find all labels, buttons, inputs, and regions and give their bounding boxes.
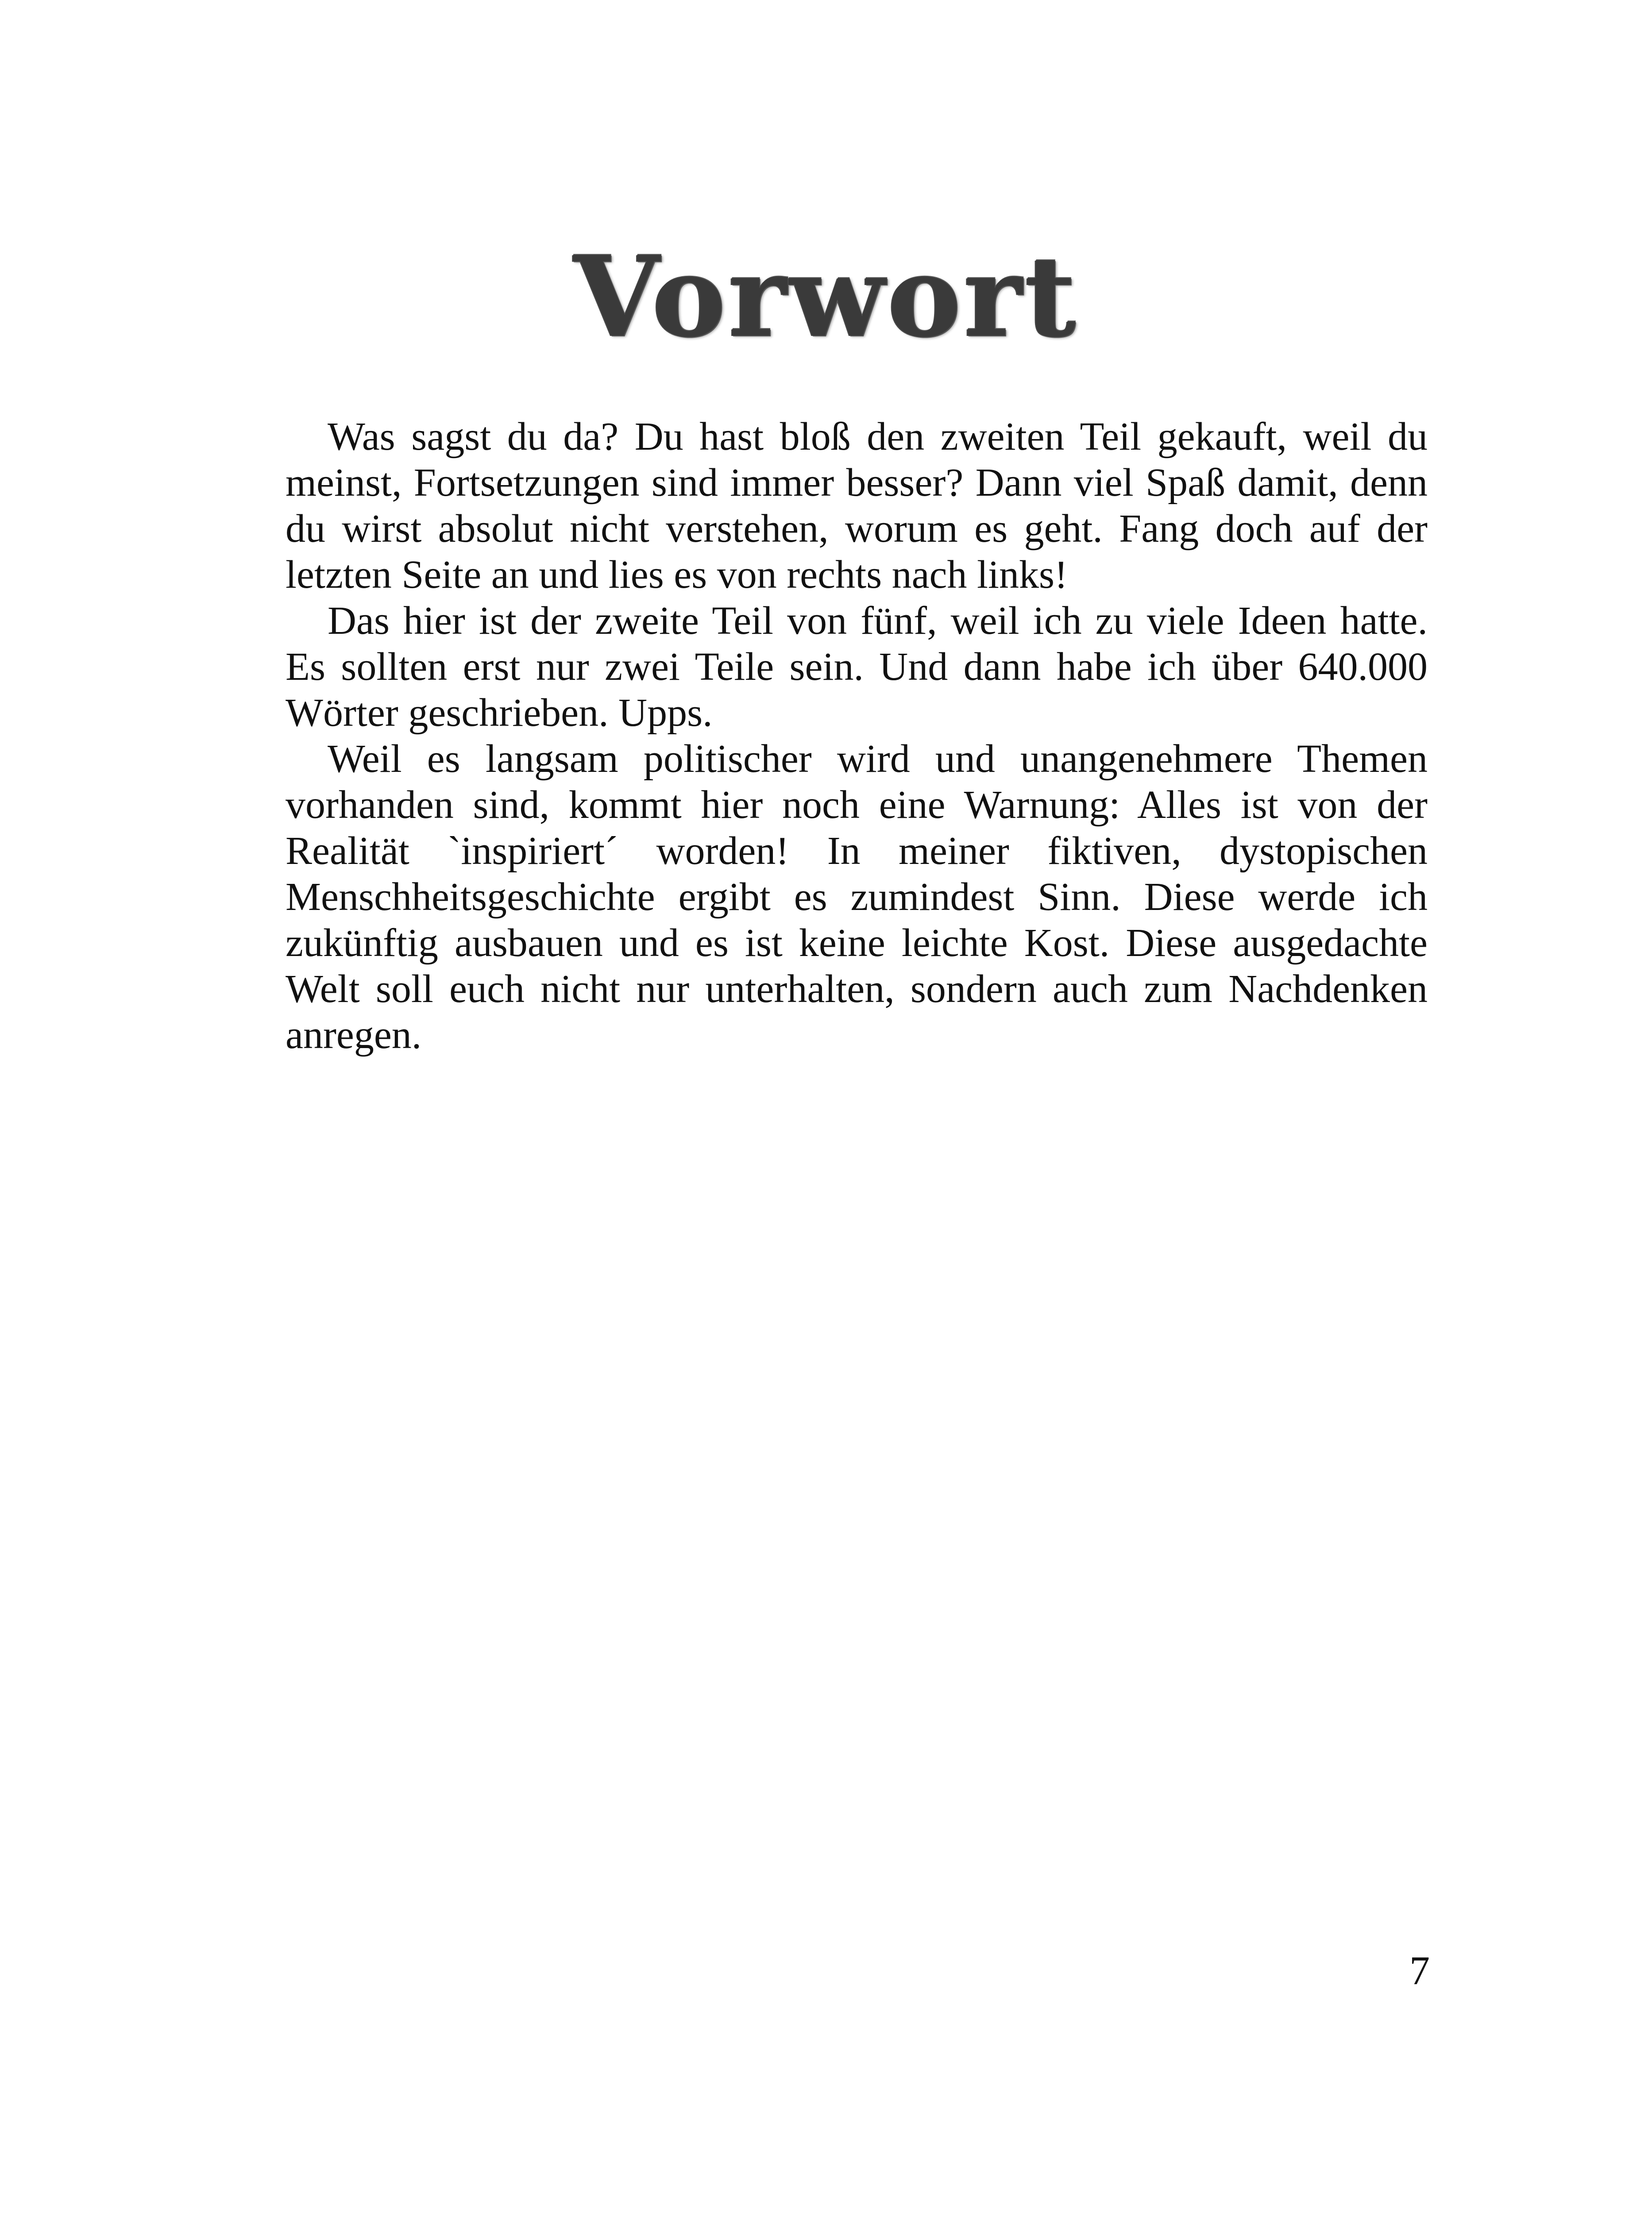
chapter-title: Vorwort — [573, 231, 1079, 362]
paragraph: Was sagst du da? Du hast bloß den zweiten Teil gekauft, weil du meinst, Fortsetzungen sind immer besser? Dann viel Spaß damit, denn du wirst absolut nicht verstehen, worum es geht. Fang doch auf der letzten Seite an und lies es von rechts nach links! — [286, 415, 1428, 597]
preface-text — [286, 414, 1428, 1058]
page-number: 7 — [1409, 1948, 1430, 1993]
paragraph: Das hier ist der zweite Teil von fünf, weil ich zu viele Ideen hatte. Es sollten erst nur zwei Teile sein. Und dann habe ich über 640.000 Wörter geschrieben. Upps. — [286, 599, 1428, 735]
paragraph: Weil es langsam politischer wird und unangenehmere Themen vorhanden sind, kommt hier noch eine Warnung: Alles ist von der Realität `inspiriert´ worden! In meiner fiktiven, dystopischen Menschheitsgeschichte ergibt es zumindest Sinn. Diese werde ich zukünftig ausbauen und es ist keine leichte Kost. Diese ausgedachte Welt soll euch nicht nur unterhalten, sondern auch zum Nachdenken anregen. — [286, 737, 1428, 1057]
